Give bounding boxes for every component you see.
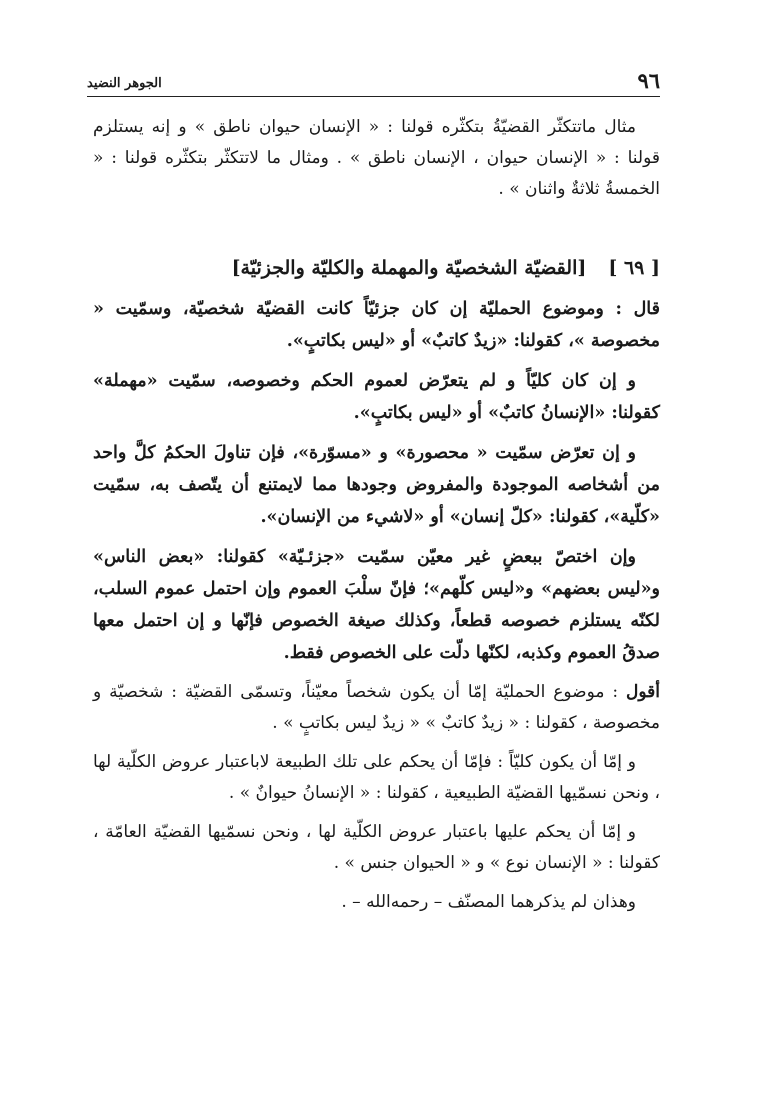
intro-paragraph: مثال ماتتكثّر القضيّةُ بتكثّره قولنا : « الإنسان حيوان ناطق » و إنه يستلزم قولنا : « الإنسان حيوان ، الإنسان ناطق » . ومثال ما لاتتكثّر بتكثّره قولنا : « الخمسةُ ثلاثةٌ واثنان » . — [93, 117, 660, 199]
page-number: ٩٦ — [637, 68, 660, 93]
sharh-paragraph-1 — [93, 677, 660, 739]
page-header — [87, 66, 660, 97]
matn-paragraph-1 — [93, 293, 660, 357]
page-body — [93, 112, 660, 918]
section-number: [ ٦٩ ] — [608, 257, 660, 279]
matn-text-1: : وموضوع الحمليّة إن كان جزئيّاً كانت القضيّة شخصيّة، وسمّيت « مخصوصة »، كقولنا: «زيدٌ كاتبٌ» أو «ليس بكاتبٍ». — [93, 299, 660, 351]
running-title: الجوهر النضيد — [87, 76, 162, 91]
matn-paragraph-3: و إن تعرّض سمّيت « محصورة» و «مسوّرة»، فإن تناولَ الحكمُ كلَّ واحد من أشخاصه الموجودة والمفروض وجودها مما لايمتنع أن يتّصف به، سمّيت «كلّية»، كقولنا: «كلّ إنسان» أو «لاشيء من الإنسان». — [93, 443, 660, 527]
sharh-paragraph-3: و إمّا أن يحكم عليها باعتبار عروض الكلّية لها ، ونحن نسمّيها القضيّة العامّة ، كقولنا : « الإنسان نوع » و « الحيوان جنس » . — [93, 822, 660, 873]
section-heading — [93, 251, 660, 285]
sharh-text-1: : موضوع الحمليّة إمّا أن يكون شخصاً معيّناً، وتسمّى القضيّة : شخصيّة و مخصوصة ، كقولنا : « زيدٌ كاتبٌ » « زيدٌ ليس بكاتبٍ » . — [93, 682, 660, 733]
section-title: [القضيّة الشخصيّة والمهملة والكليّة والجزئيّة] — [231, 257, 587, 279]
sharh-label: أقول — [626, 682, 660, 702]
sharh-paragraph-4: وهذان لم يذكرهما المصنّف – رحمه‌الله – . — [341, 892, 636, 912]
matn-paragraph-4: وإن اختصّ ببعضٍ غير معيّن سمّيت «جزئـيّة» كقولنا: «بعض الناس» و«ليس بعضهم» و«ليس كلّهم»؛ فإنّ سلْبَ العموم وإن احتمل عموم السلب، لكنّه يستلزم خصوصه قطعاً، وكذلك صيغة الخصوص فإنّها و إن احتمل معها صدقُ العموم وكذبه، لكنّها دلّت على الخصوص فقط. — [93, 547, 660, 663]
matn-label: قال — [633, 299, 660, 319]
sharh-paragraph-2: و إمّا أن يكون كليّاً : فإمّا أن يحكم على تلك الطبيعة لاباعتبار عروض الكلّية لها ، ونحن نسمّيها القضيّة الطبيعية ، كقولنا : « الإنسانُ حيوانٌ » . — [93, 752, 660, 803]
matn-paragraph-2: و إن كان كليّاً و لم يتعرّض لعموم الحكم وخصوصه، سمّيت «مهملة» كقولنا: «الإنسانُ كاتبٌ» أو «ليس بكاتبٍ». — [93, 371, 660, 423]
